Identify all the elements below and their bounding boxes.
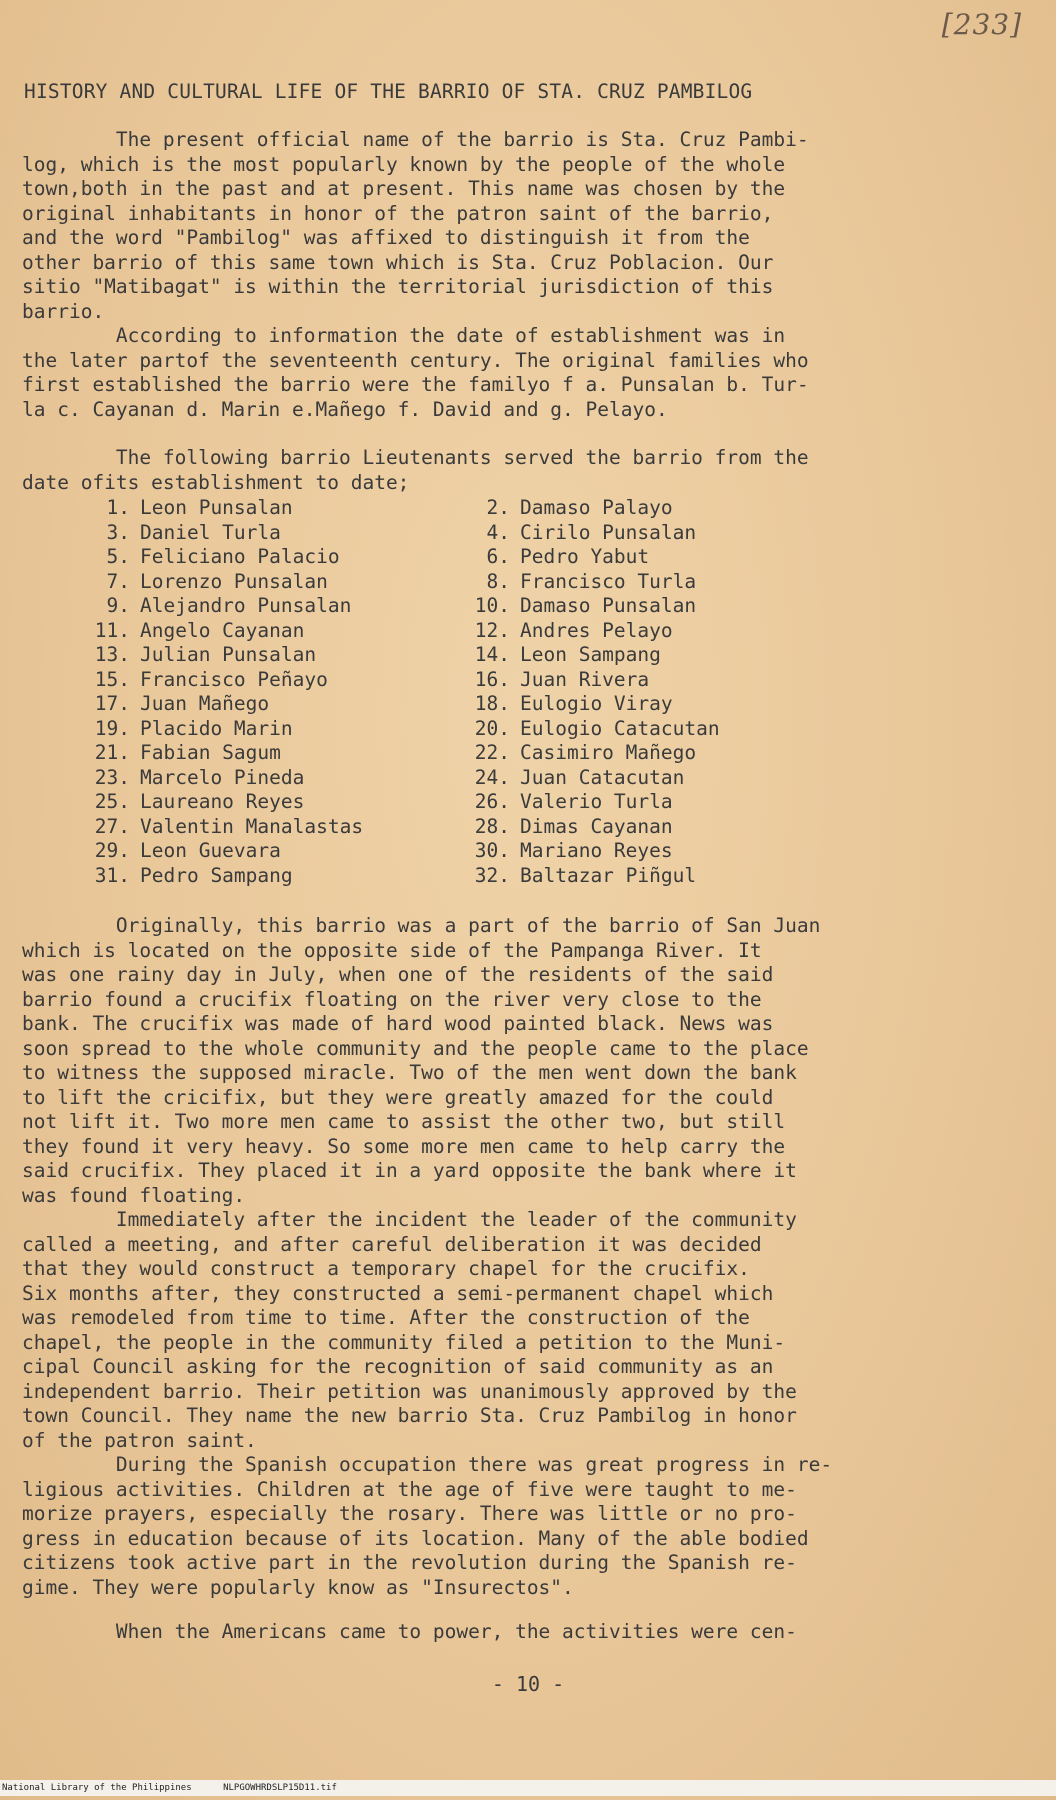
- text-line: morize prayers, especially the rosary. There was little or no pro-: [22, 1502, 797, 1525]
- lieutenant-name: Marcelo Pineda: [140, 765, 305, 789]
- lieutenant-name: Valerio Turla: [520, 790, 673, 813]
- lieutenant-number: 21.: [94, 741, 130, 764]
- lieutenant-number: 16.: [474, 667, 510, 691]
- lieutenant-name: Leon Punsalan: [140, 496, 293, 519]
- text-line: Originally, this barrio was a part of the barrio of San Juan: [22, 914, 821, 937]
- lieutenant-name: Angelo Cayanan: [140, 618, 305, 642]
- text-line: The present official name of the barrio is Sta. Cruz Pambi-: [22, 128, 809, 151]
- lieutenant-number: 26.: [474, 790, 510, 813]
- lieutenant-number: 3.: [106, 520, 130, 544]
- lieutenant-number: 1.: [106, 496, 130, 519]
- lieutenant-number: 24.: [474, 765, 510, 789]
- text-line: gress in education because of its location. Many of the able bodied: [22, 1526, 809, 1550]
- lieutenant-entry: [470, 692, 720, 717]
- lieutenant-number: 32.: [474, 863, 510, 887]
- text-line: was one rainy day in July, when one of the residents of the said: [22, 963, 774, 986]
- text-line: town,both in the past and at present. This name was chosen by the: [22, 177, 786, 200]
- lieutenant-entry: [90, 864, 470, 889]
- text-line: During the Spanish occupation there was great progress in re-: [22, 1453, 833, 1476]
- text-line: first established the barrio were the familyo f a. Punsalan b. Tur-: [22, 373, 809, 396]
- lieutenant-row: [90, 545, 720, 570]
- text-line: ligious activities. Children at the age of five were taught to me-: [22, 1477, 797, 1501]
- footer-file-id: NLPGOWHRDSLP15D11.tif: [223, 1783, 337, 1793]
- text-line: log, which is the most popularly known by the people of the whole: [22, 152, 786, 176]
- lieutenant-name: Fabian Sagum: [140, 741, 281, 764]
- text-line: not lift it. Two more men came to assist the other two, but still: [22, 1110, 786, 1133]
- scan-footer: [0, 1780, 1056, 1796]
- lieutenant-number: 4.: [486, 520, 510, 544]
- text-line: soon spread to the whole community and the people came to the place: [22, 1036, 809, 1060]
- lieutenant-entry: [470, 521, 720, 546]
- lieutenant-name: Pedro Sampang: [140, 863, 293, 887]
- lieutenant-name: Francisco Turla: [520, 569, 697, 593]
- lieutenant-number: 28.: [474, 814, 510, 838]
- lieutenant-row: [90, 741, 720, 766]
- lieutenant-entry: [90, 496, 470, 521]
- lieutenant-name: Laureano Reyes: [140, 790, 305, 813]
- text-line: la c. Cayanan d. Marin e.Mañego f. David and g. Pelayo.: [22, 397, 668, 421]
- text-line: barrio.: [22, 299, 105, 323]
- lieutenant-number: 6.: [486, 545, 510, 568]
- lieutenant-entry: [470, 545, 720, 570]
- lieutenant-row: [90, 496, 720, 521]
- lieutenant-name: Baltazar Piñgul: [520, 863, 697, 887]
- lieutenant-number: 15.: [94, 667, 130, 691]
- lieutenant-number: 7.: [106, 569, 130, 593]
- lieutenant-name: Juan Catacutan: [520, 765, 685, 789]
- lieutenant-number: 11.: [94, 618, 130, 642]
- lieutenant-row: [90, 668, 720, 693]
- lieutenant-row: [90, 570, 720, 595]
- lieutenant-row: [90, 790, 720, 815]
- lieutenant-entry: [90, 619, 470, 644]
- lieutenant-name: Mariano Reyes: [520, 839, 673, 862]
- text-line: original inhabitants in honor of the patron saint of the barrio,: [22, 201, 774, 225]
- lieutenant-name: Pedro Yabut: [520, 545, 650, 568]
- text-line: citizens took active part in the revolution during the Spanish re-: [22, 1551, 797, 1574]
- text-line: called a meeting, and after careful deliberation it was decided: [22, 1232, 762, 1256]
- text-line: barrio found a crucifix floating on the river very close to the: [22, 987, 762, 1011]
- lieutenant-entry: [470, 815, 720, 840]
- lieutenant-entry: [470, 741, 720, 766]
- lieutenant-name: Damaso Palayo: [520, 496, 673, 519]
- text-line: cipal Council asking for the recognition of said community as an: [22, 1355, 774, 1378]
- lieutenant-entry: [90, 717, 470, 742]
- lieutenant-name: Valentin Manalastas: [140, 814, 364, 838]
- lieutenant-name: Francisco Peñayo: [140, 667, 328, 691]
- lieutenant-entry: [90, 790, 470, 815]
- lieutenant-entry: [90, 521, 470, 546]
- lieutenant-number: 5.: [106, 545, 130, 568]
- text-line: was found floating.: [22, 1183, 246, 1207]
- lieutenant-entry: [90, 839, 470, 864]
- americans-paragraph: [22, 1620, 1022, 1645]
- lieutenant-entry: [470, 496, 720, 521]
- lieutenant-name: Eulogio Catacutan: [520, 716, 720, 740]
- lieutenant-entry: [470, 643, 720, 668]
- lieutenant-entry: [90, 766, 470, 791]
- lieutenant-number: 14.: [474, 643, 510, 666]
- lieutenant-entry: [470, 668, 720, 693]
- text-line: to witness the supposed miracle. Two of the men went down the bank: [22, 1061, 797, 1084]
- lieutenant-entry: [90, 594, 470, 619]
- lieutenant-number: 22.: [474, 741, 510, 764]
- lieutenant-entry: [90, 815, 470, 840]
- text-line: gime. They were popularly know as "Insurectos".: [22, 1575, 574, 1599]
- lieutenant-number: 17.: [94, 692, 130, 715]
- text-line: independent barrio. Their petition was unanimously approved by the: [22, 1379, 797, 1403]
- page-annotation: [233]: [941, 8, 1022, 41]
- lieutenant-number: 31.: [94, 863, 130, 887]
- lieutenant-name: Daniel Turla: [140, 520, 281, 544]
- lieutenant-entry: [470, 594, 720, 619]
- lieutenant-entry: [90, 692, 470, 717]
- lieutenant-row: [90, 643, 720, 668]
- text-line: to lift the cricifix, but they were greatly amazed for the could: [22, 1085, 774, 1109]
- text-line: bank. The crucifix was made of hard wood painted black. News was: [22, 1012, 774, 1035]
- lieutenant-row: [90, 717, 720, 742]
- lieutenant-name: Leon Sampang: [520, 643, 661, 666]
- lieutenant-name: Julian Punsalan: [140, 643, 317, 666]
- text-line: date ofits establishment to date;: [22, 470, 410, 494]
- lieutenant-entry: [90, 741, 470, 766]
- lieutenant-number: 19.: [94, 716, 130, 740]
- lieutenant-name: Dimas Cayanan: [520, 814, 673, 838]
- text-line: sitio "Matibagat" is within the territorial jurisdiction of this: [22, 275, 774, 298]
- lieutenant-entry: [90, 570, 470, 595]
- lieutenant-number: 9.: [106, 594, 130, 617]
- lieutenants-list: [90, 496, 720, 888]
- lieutenant-row: [90, 619, 720, 644]
- lieutenant-name: Damaso Punsalan: [520, 594, 697, 617]
- intro-paragraphs: [22, 128, 1022, 422]
- lieutenant-entry: [470, 619, 720, 644]
- lieutenant-row: [90, 815, 720, 840]
- lieutenant-name: Feliciano Palacio: [140, 545, 340, 568]
- lieutenant-name: Juan Mañego: [140, 692, 270, 715]
- lieutenant-entry: [470, 864, 720, 889]
- lieutenant-entry: [470, 790, 720, 815]
- text-line: According to information the date of establishment was in: [22, 324, 786, 347]
- lieutenant-row: [90, 594, 720, 619]
- lieutenant-name: Eulogio Viray: [520, 692, 673, 715]
- text-line: that they would construct a temporary chapel for the crucifix.: [22, 1257, 750, 1280]
- text-line: Immediately after the incident the leader of the community: [22, 1208, 797, 1231]
- lieutenant-entry: [470, 766, 720, 791]
- lieutenant-row: [90, 521, 720, 546]
- text-line: other barrio of this same town which is Sta. Cruz Poblacion. Our: [22, 250, 774, 274]
- text-line: When the Americans came to power, the activities were cen-: [22, 1620, 797, 1643]
- lieutenant-number: 2.: [486, 496, 510, 519]
- lieutenant-entry: [470, 717, 720, 742]
- lieutenant-number: 27.: [94, 814, 130, 838]
- lieutenant-name: Lorenzo Punsalan: [140, 569, 328, 593]
- text-line: The following barrio Lieutenants served the barrio from the: [22, 446, 809, 469]
- lieutenant-entry: [470, 839, 720, 864]
- lieutenant-entry: [90, 668, 470, 693]
- lieutenant-number: 18.: [474, 692, 510, 715]
- lieutenants-intro: [22, 446, 1022, 495]
- lieutenant-number: 25.: [94, 790, 130, 813]
- lieutenant-entry: [470, 570, 720, 595]
- lieutenant-row: [90, 766, 720, 791]
- page-number: - 10 -: [491, 1672, 565, 1696]
- lieutenant-row: [90, 692, 720, 717]
- lieutenant-name: Andres Pelayo: [520, 618, 673, 642]
- lieutenant-number: 13.: [94, 643, 130, 666]
- text-line: was remodeled from time to time. After the construction of the: [22, 1306, 750, 1329]
- lieutenant-number: 8.: [486, 569, 510, 593]
- lieutenant-number: 10.: [474, 594, 510, 617]
- text-line: and the word "Pambilog" was affixed to distinguish it from the: [22, 226, 750, 249]
- lieutenant-name: Cirilo Punsalan: [520, 520, 697, 544]
- text-line: chapel, the people in the community filed a petition to the Muni-: [22, 1330, 786, 1354]
- lieutenant-row: [90, 839, 720, 864]
- footer-library: National Library of the Philippines: [2, 1783, 192, 1793]
- text-line: the later partof the seventeenth century. The original families who: [22, 348, 809, 372]
- lieutenant-number: 30.: [474, 839, 510, 862]
- lieutenant-name: Placido Marin: [140, 716, 293, 740]
- lieutenant-number: 20.: [474, 716, 510, 740]
- lieutenant-name: Juan Rivera: [520, 667, 650, 691]
- document-title: HISTORY AND CULTURAL LIFE OF THE BARRIO OF STA. CRUZ PAMBILOG: [24, 80, 753, 103]
- text-line: said crucifix. They placed it in a yard opposite the bank where it: [22, 1159, 797, 1182]
- lieutenant-name: Casimiro Mañego: [520, 741, 697, 764]
- text-line: which is located on the opposite side of the Pampanga River. It: [22, 938, 762, 962]
- history-paragraphs: [22, 914, 1022, 1600]
- text-line: town Council. They name the new barrio Sta. Cruz Pambilog in honor: [22, 1404, 797, 1427]
- text-line: they found it very heavy. So some more men came to help carry the: [22, 1134, 786, 1158]
- lieutenant-name: Alejandro Punsalan: [140, 594, 352, 617]
- lieutenant-number: 29.: [94, 839, 130, 862]
- lieutenant-row: [90, 864, 720, 889]
- text-line: of the patron saint.: [22, 1428, 257, 1452]
- lieutenant-name: Leon Guevara: [140, 839, 281, 862]
- lieutenant-number: 23.: [94, 765, 130, 789]
- lieutenant-number: 12.: [474, 618, 510, 642]
- lieutenant-entry: [90, 643, 470, 668]
- text-line: Six months after, they constructed a semi-permanent chapel which: [22, 1281, 774, 1305]
- lieutenant-entry: [90, 545, 470, 570]
